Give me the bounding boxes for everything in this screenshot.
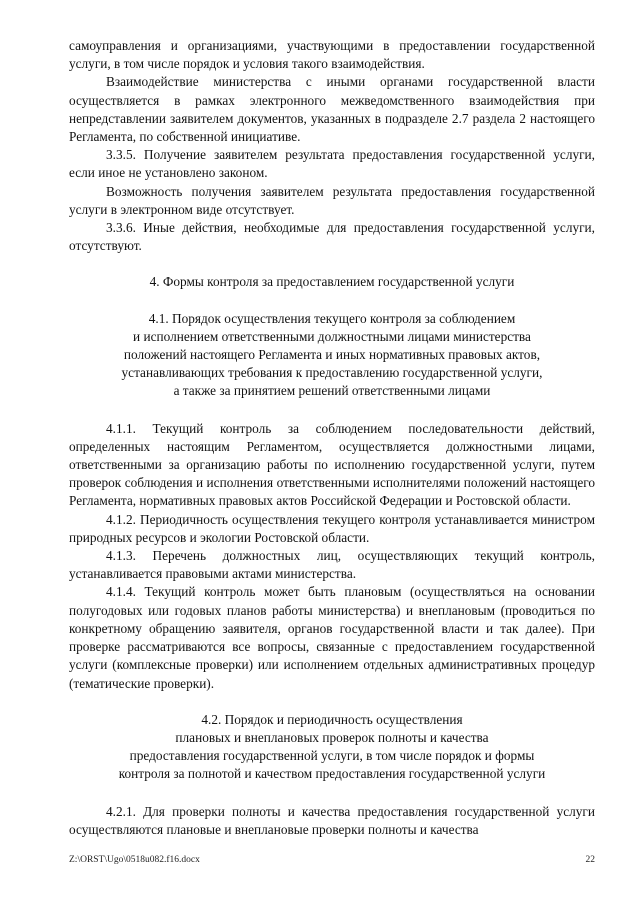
- subsection-title-line: 4.1. Порядок осуществления текущего контроля за соблюдением: [148, 310, 516, 326]
- paragraph-3-3-6: 3.3.6. Иные действия, необходимые для предоставления государственной услуги, отсутствуют.: [69, 220, 595, 254]
- paragraph-4-1-1: 4.1.1. Текущий контроль за соблюдением последовательности действий, определенных настоящим Регламентом, осуществляется должностными лицами, ответственными за организацию работы по исполнению государственной услуги, путем проверок соблюдения и исполнения ответственными исполнителями положений настоящего Регламента, нормативных правовых актов Российской Федерации и Ростовской области.: [69, 420, 595, 509]
- subsection-title-line: и исполнением ответственными должностными лицами министерства: [133, 328, 531, 344]
- subsection-title-line: предоставления государственной услуги, в том числе порядок и формы: [129, 748, 535, 764]
- spacer: [69, 292, 595, 310]
- subsection-title-line: плановых и внеплановых проверок полноты и качества: [175, 729, 489, 745]
- document-body: [69, 37, 595, 839]
- spacer: [69, 255, 595, 273]
- footer-file-path: Z:\ORST\Ugo\0518u082.f16.docx: [69, 855, 200, 865]
- spacer: [69, 784, 595, 803]
- paragraph-interaction: Взаимодействие министерства с иными органами государственной власти осуществляется в рамках электронного межведомственного взаимодействия при непредставлении заявителем документов, указанных в подразделе 2.7 раздела 2 настоящего Регламента, по собственной инициативе.: [69, 74, 595, 145]
- subsection-title-line: а также за принятием решений ответственными лицами: [173, 383, 491, 399]
- subsection-4-2-title: [69, 711, 595, 784]
- section-4-title: 4. Формы контроля за предоставлением государственной услуги: [149, 274, 515, 290]
- paragraph-electronic-result: Возможность получения заявителем результата предоставления государственной услуги в электронном виде отсутствует.: [69, 183, 595, 217]
- paragraph-4-2-1: 4.2.1. Для проверки полноты и качества предоставления государственной услуги осуществляются плановые и внеплановые проверки полноты и качества: [69, 803, 595, 837]
- footer-page-number: 22: [585, 855, 595, 865]
- paragraph-4-1-2: 4.1.2. Периодичность осуществления текущего контроля устанавливается министром природных ресурсов и экологии Ростовской области.: [69, 511, 595, 545]
- spacer: [69, 401, 595, 420]
- subsection-title-line: положений настоящего Регламента и иных нормативных правовых актов,: [123, 347, 541, 363]
- subsection-title-line: устанавливающих требования к предоставлению государственной услуги,: [121, 365, 543, 381]
- spacer: [69, 693, 595, 711]
- subsection-title-line: 4.2. Порядок и периодичность осуществления: [201, 711, 463, 727]
- paragraph-3-3-5: 3.3.5. Получение заявителем результата предоставления государственной услуги, если иное не установлено законом.: [69, 147, 595, 181]
- paragraph-4-1-3: 4.1.3. Перечень должностных лиц, осуществляющих текущий контроль, устанавливается правовыми актами министерства.: [69, 548, 595, 582]
- subsection-title-line: контроля за полнотой и качеством предоставления государственной услуги: [118, 766, 546, 782]
- paragraph-4-1-4: 4.1.4. Текущий контроль может быть плановым (осуществляться на основании полугодовых или годовых планов работы министерства) и внеплановым (проводиться по конкретному обращению заявителя, органов государственной власти и так далее). При проверке рассматриваются все вопросы, связанные с предоставлением государственной услуги (комплексные проверки) или исполнением отдельных административных процедур (тематические проверки).: [69, 584, 595, 691]
- paragraph-continuation: самоуправления и организациями, участвующими в предоставлении государственной услуги, в том числе порядок и условия такого взаимодействия.: [69, 38, 595, 72]
- subsection-4-1-title: [69, 310, 595, 401]
